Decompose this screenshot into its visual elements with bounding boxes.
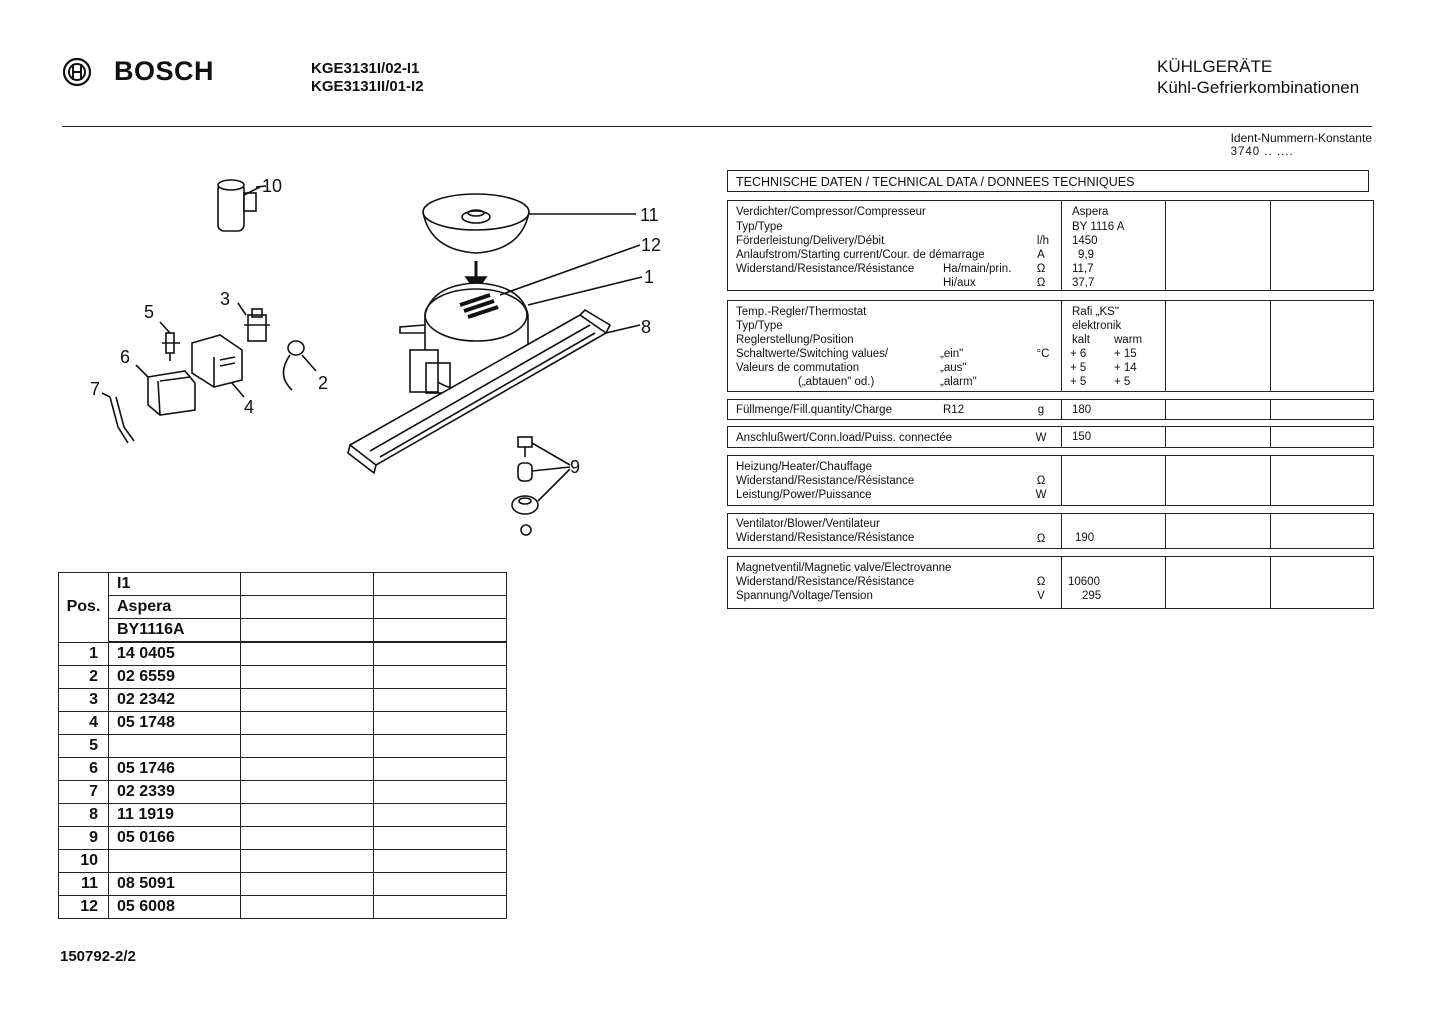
model-1: KGE3131I/02-I1 (311, 60, 420, 77)
thermostat-block: Temp.-Regler/Thermostat Typ/Type Reglerstellung/Position Schaltwerte/Switching values/ Valeurs de commutation („abtauen" od.) „ein" „aus" „alarm" °C Rafi „KS" elektronik kalt warm + 6 + 15 + 5 + 14 + 5 + 5 (727, 300, 1374, 392)
compressor-make: Aspera (109, 596, 241, 619)
label-3: 3 (220, 289, 231, 309)
table-row: 6 05 1746 (59, 758, 507, 781)
relay-drawing (244, 309, 270, 341)
charge-block: Füllmenge/Fill.quantity/Charge R12 g 180 (727, 399, 1374, 420)
category (1157, 56, 1359, 98)
table-row: 5 (59, 735, 507, 758)
label-10: 10 (262, 176, 283, 196)
exploded-parts-diagram (80, 165, 680, 550)
clip-drawing (162, 333, 180, 361)
label-7: 7 (90, 379, 101, 399)
label-8: 8 (641, 317, 652, 337)
label-9: 9 (570, 457, 581, 477)
label-4: 4 (244, 397, 255, 417)
cover-dish-drawing (423, 194, 529, 253)
label-1: 1 (644, 267, 655, 287)
ident-label: Ident-Nummern-Konstante (1230, 131, 1372, 145)
parts-table (58, 572, 507, 919)
header-divider (62, 126, 1372, 127)
ident-constant (1230, 131, 1372, 158)
label-5: 5 (144, 302, 155, 322)
brand-name: BOSCH (114, 56, 215, 86)
compressor-block: Verdichter/Compressor/Compresseur Typ/Type Förderleistung/Delivery/Débit Anlaufstrom/Starting current/Cour. de démarrage Widerstand/Resistance/Résistance Ha/main/prin. Hi/aux l/h A Ω Ω Aspera BY 1116 A 1450 9,9 11,7 37,7 (727, 200, 1374, 291)
table-row: 2 02 6559 (59, 666, 507, 689)
compressor-model: BY1116A (109, 619, 241, 643)
table-row: 10 (59, 850, 507, 873)
document-code: 150792-2/2 (60, 948, 136, 965)
label-11: 11 (640, 205, 659, 225)
table-row: 4 05 1748 (59, 712, 507, 735)
model-2: KGE3131II/01-I2 (311, 78, 424, 95)
protector-drawing (148, 371, 195, 415)
blower-block: Ventilator/Blower/Ventilateur Widerstand/Resistance/Résistance Ω 190 (727, 513, 1374, 549)
bracket-drawing (110, 397, 134, 443)
variant-code: I1 (109, 573, 241, 596)
cable-plug-drawing (283, 341, 304, 390)
table-row: 8 11 1919 (59, 804, 507, 827)
table-row: 12 05 6008 (59, 896, 507, 919)
label-6: 6 (120, 347, 131, 367)
brand (62, 56, 214, 87)
pos-header: Pos. (59, 573, 109, 643)
heater-block: Heizung/Heater/Chauffage Widerstand/Resistance/Résistance Leistung/Power/Puissance Ω W (727, 455, 1374, 506)
model-numbers (311, 60, 424, 96)
table-row: 7 02 2339 (59, 781, 507, 804)
valve-block: Magnetventil/Magnetic valve/Electrovanne Widerstand/Resistance/Résistance Spannung/Voltage/Tension Ω V 10600 295 (727, 556, 1374, 609)
table-row: 3 02 2342 (59, 689, 507, 712)
starter-drawing (192, 335, 242, 387)
table-row: 9 05 0166 (59, 827, 507, 850)
connected-load-block: Anschlußwert/Conn.load/Puiss. connectée W 150 (727, 426, 1374, 448)
category-subtitle: Kühl-Gefrierkombinationen (1157, 78, 1360, 97)
ident-value: 3740 .. .... (1230, 146, 1294, 158)
bosch-logo-icon (62, 57, 92, 87)
tech-data-heading: TECHNISCHE DATEN / TECHNICAL DATA / DONNEES TECHNIQUES (727, 170, 1369, 192)
table-row: 1 14 0405 (59, 642, 507, 666)
table-row: 11 08 5091 (59, 873, 507, 896)
category-title: KÜHLGERÄTE (1157, 57, 1273, 76)
label-12: 12 (641, 235, 662, 255)
label-2: 2 (318, 373, 329, 393)
mounting-set-drawing (512, 437, 538, 535)
